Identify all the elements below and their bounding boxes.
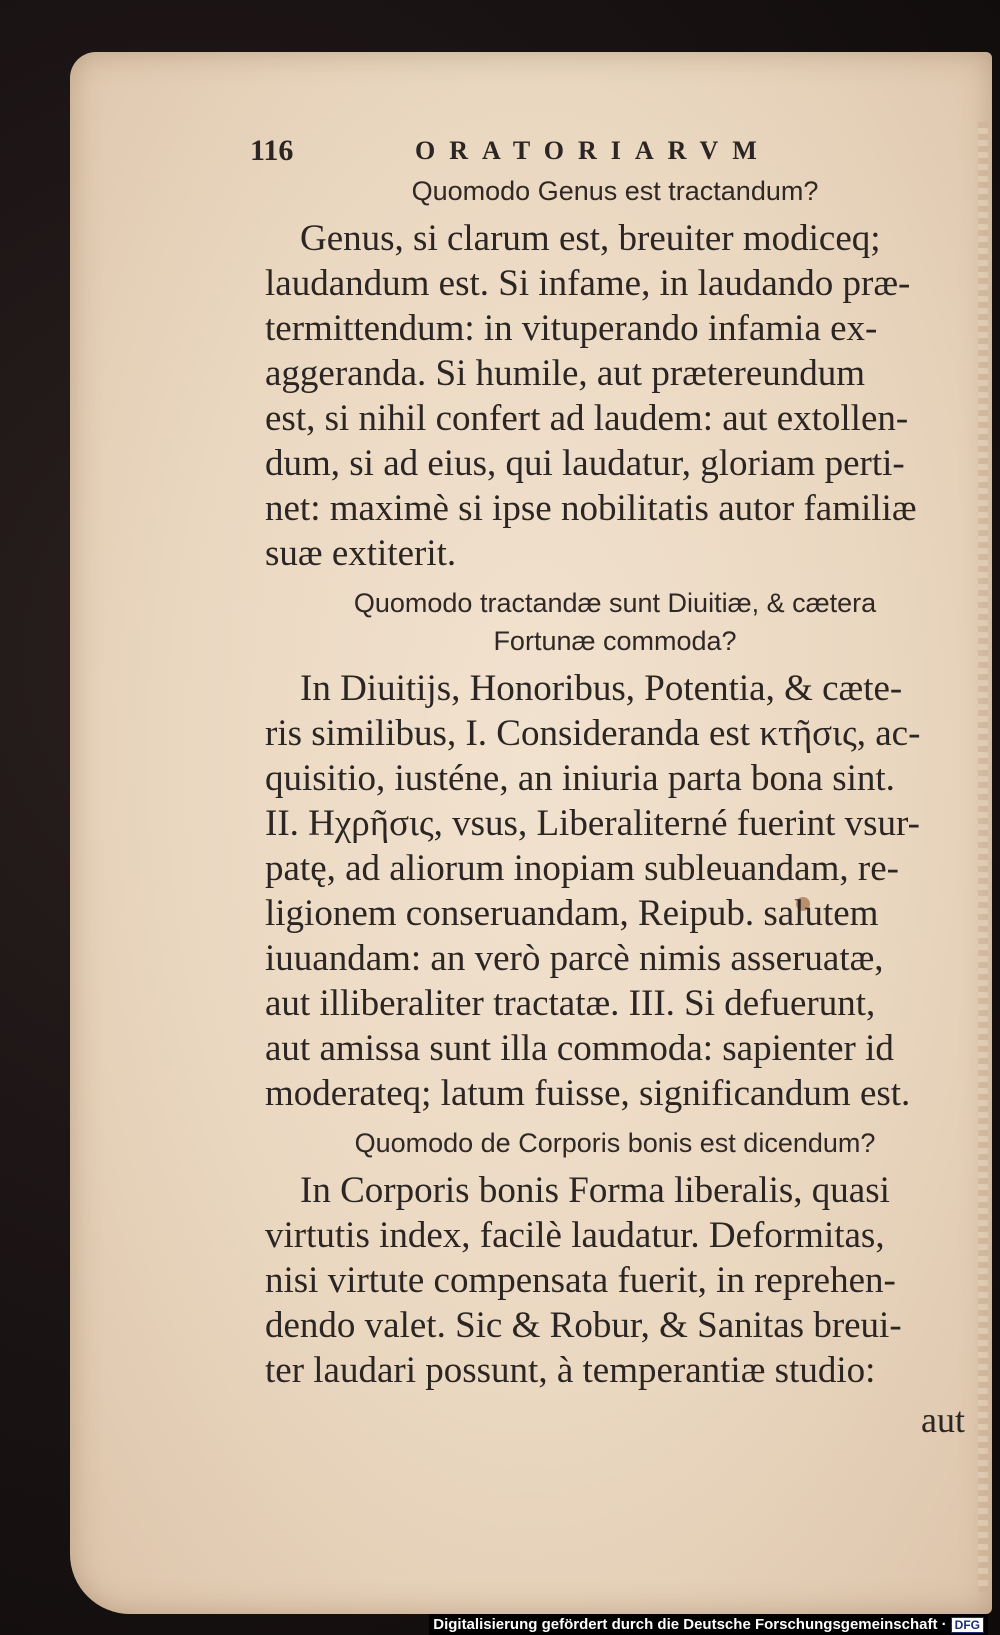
text-line: laudandum est. Si infame, in laudando præ- (265, 263, 911, 304)
text-line: ligionem conseruandam, Reipub. salutem (265, 893, 879, 934)
text-line: nisi virtute compensata fuerit, in reprehen- (265, 1260, 896, 1301)
running-title: ORATORIARVM (415, 136, 771, 165)
text-line: virtutis index, facilè laudatur. Deformitas, (265, 1215, 885, 1256)
text-line: aut illiberaliter tractatæ. III. Si defuerunt, (265, 983, 876, 1024)
catchword: aut (921, 1400, 965, 1440)
paragraph (265, 1168, 965, 1393)
text-line: dum, si ad eius, qui laudatur, gloriam perti- (265, 443, 905, 484)
text-line: iuuandam: an verò parcè nimis asseruatæ, (265, 938, 884, 979)
section-heading-continued: Fortunæ commoda? (493, 626, 737, 656)
text-line: aut amissa sunt illa commoda: sapienter id (265, 1028, 894, 1069)
section-heading: Quomodo tractandæ sunt Diuitiæ, & cætera (353, 588, 877, 618)
text-line: II. Ηχρῆσις, vsus, Liberaliterné fuerint vsur- (265, 803, 920, 844)
text-line: patę, ad aliorum inopiam subleuandam, re- (265, 848, 899, 889)
text-line: aggeranda. Si humile, aut prætereundum (265, 353, 866, 394)
text-line: ris similibus, I. Consideranda est κτῆσις, ac- (265, 713, 921, 754)
text-line: moderateq; latum fuisse, significandum est. (265, 1073, 911, 1114)
section-heading: Quomodo Genus est tractandum? (411, 176, 819, 206)
text-line: ter laudari possunt, à temperantiæ studio: (265, 1350, 876, 1391)
credit-text: Digitalisierung gefördert durch die Deutsche Forschungsgemeinschaft · (433, 1616, 947, 1633)
dfg-logo: DFG (951, 1617, 984, 1633)
paragraph (265, 666, 965, 1116)
text-line: est, si nihil confert ad laudem: aut extollen- (265, 398, 909, 439)
running-head (250, 130, 965, 180)
page-text (250, 130, 965, 1441)
text-line: net: maximè si ipse nobilitatis autor familiæ (265, 488, 917, 529)
text-line: termittendum: in vituperando infamia ex- (265, 308, 878, 349)
page-number: 116 (250, 134, 294, 167)
text-line: quisitio, iusténe, an iniuria parta bona sint. (265, 758, 895, 799)
text-line: In Diuitijs, Honoribus, Potentia, & cæte- (300, 668, 903, 709)
text-line: dendo valet. Sic & Robur, & Sanitas breui- (265, 1305, 902, 1346)
text-line: Genus, si clarum est, breuiter modiceq; (300, 218, 881, 259)
text-line: In Corporis bonis Forma liberalis, quasi (300, 1170, 890, 1211)
paragraph (265, 216, 965, 576)
text-line: suæ extiterit. (265, 533, 457, 574)
page-edge (978, 122, 988, 1592)
digitization-credit (429, 1614, 988, 1635)
section-heading: Quomodo de Corporis bonis est dicendum? (354, 1128, 876, 1158)
